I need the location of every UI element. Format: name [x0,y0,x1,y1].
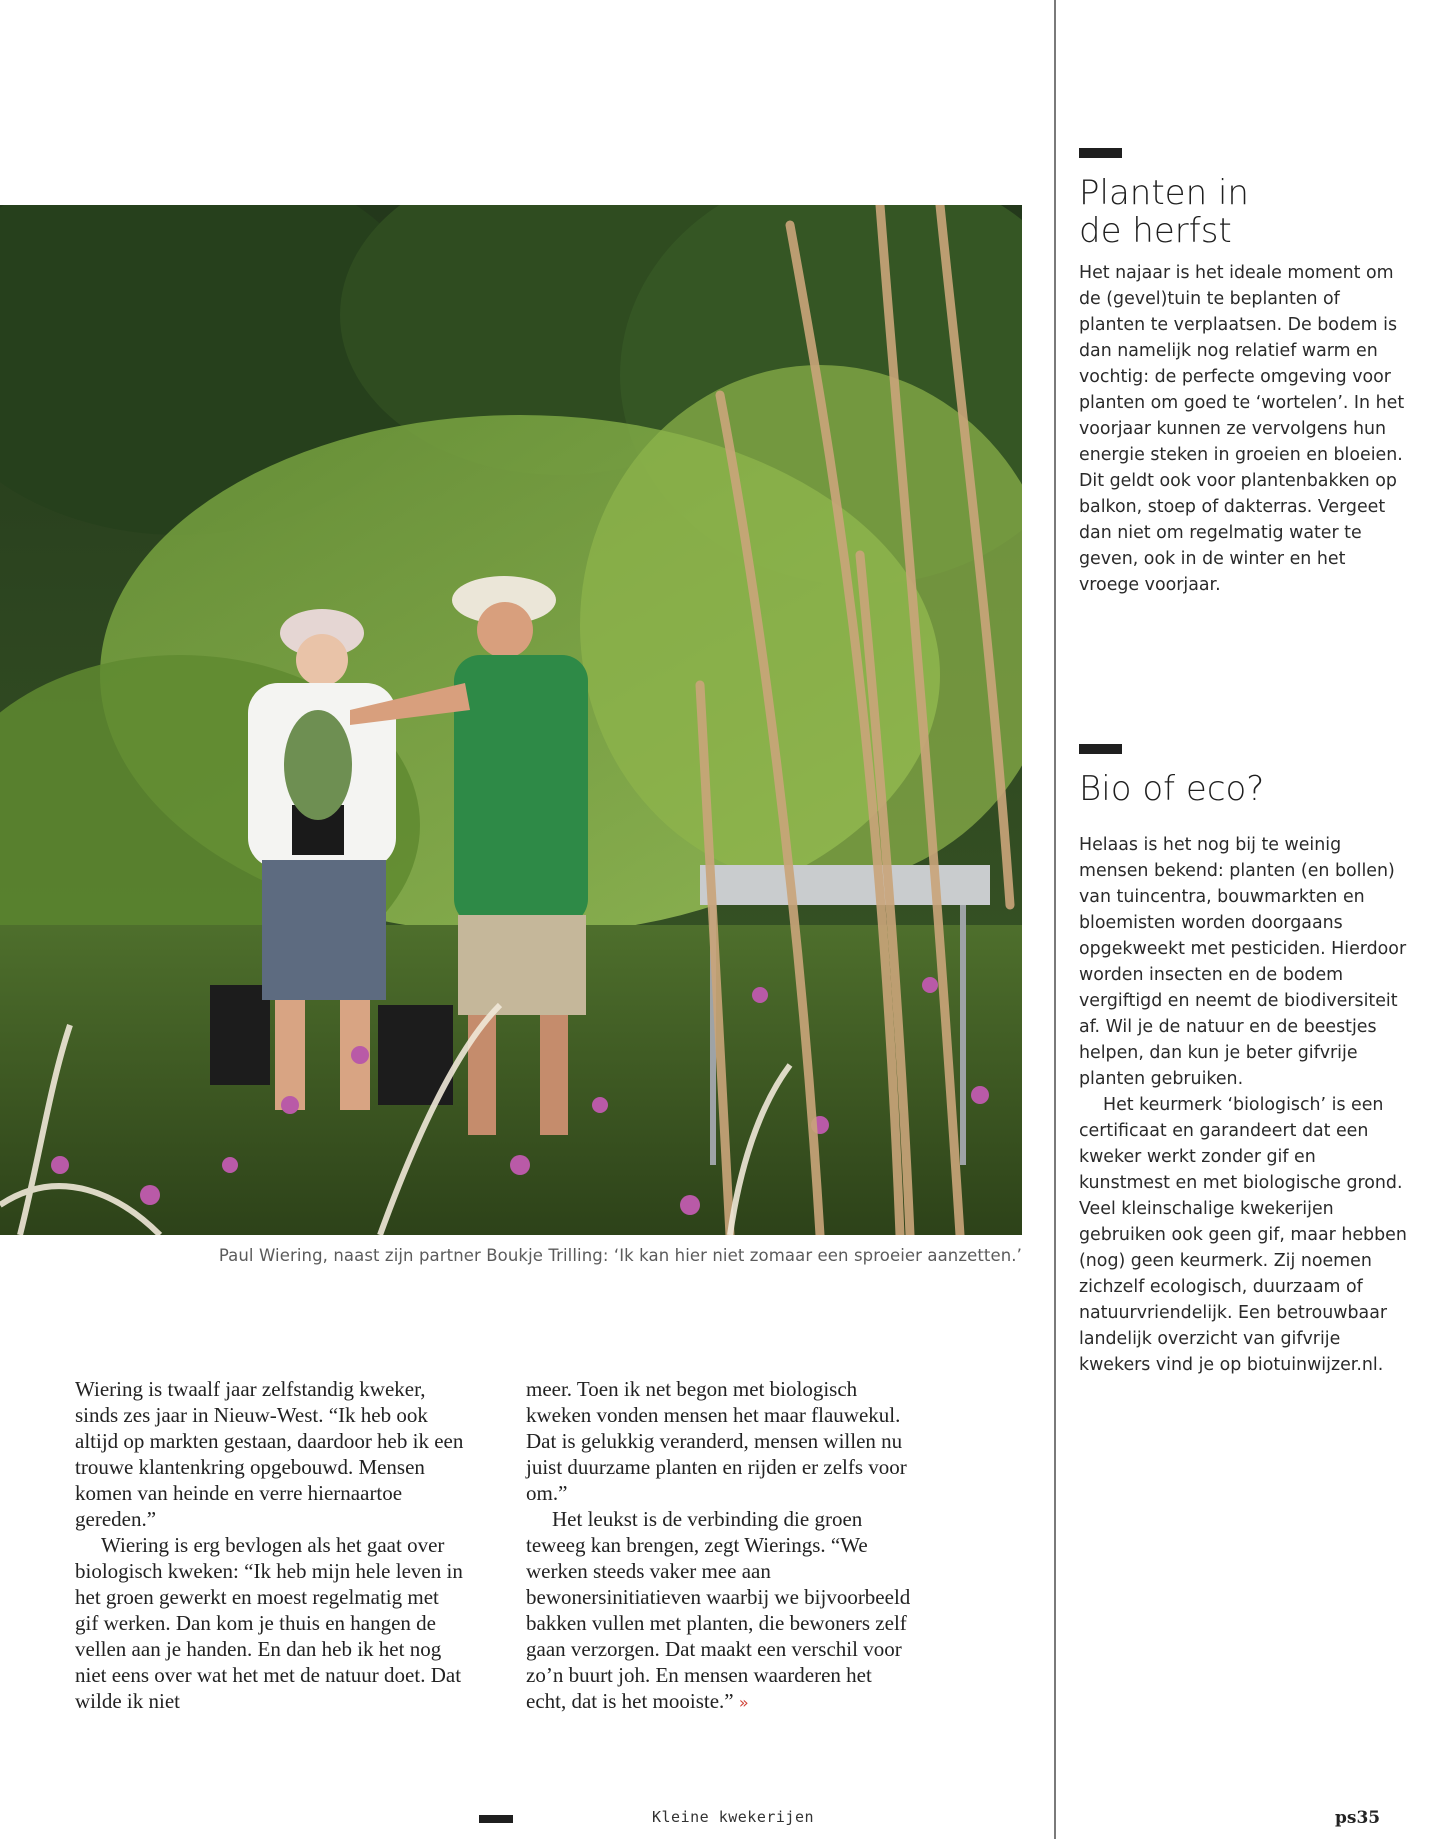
article-column-2 [526,1376,916,1716]
sidebar-bar [1079,148,1122,158]
article-paragraph: meer. Toen ik net begon met biologisch kweken vonden mensen het maar flauwekul. Dat is gelukkig veranderd, mensen willen nu juist duurzame planten en rijden er zelfs voor om.” [526,1377,907,1505]
sidebar-text: Het najaar is het ideale moment om de (gevel)tuin te beplanten of planten te verplaatsen. De bodem is dan namelijk nog relatief warm en vochtig: de perfecte omgeving voor planten om goed te ‘wortelen’. In het voorjaar kunnen ze vervolgens hun energie steken in groeien en bloeien. Dit geldt ook voor plantenbakken op balkon, stoep of dakterras. Vergeet dan niet om regelmatig water te geven, ook in de winter en het vroege voorjaar. [1079,263,1405,595]
photo-caption: Paul Wiering, naast zijn partner Boukje Trilling: ‘Ik kan hier niet zomaar een sproeier aanzetten.’ [218,1246,1022,1265]
article-paragraph [526,1506,916,1716]
footer-section-title: Kleine kwekerijen [652,1808,815,1826]
page-number: ps35 [1335,1808,1381,1828]
sidebar-text-para: Helaas is het nog bij te weinig mensen bekend: planten (en bollen) van tuincentra, bouwmarkten en bloemisten worden doorgaans opgekweekt met pesticiden. Hierdoor worden insecten en de bodem vergiftigd en neemt de biodiversiteit af. Wil je de natuur en de beestjes helpen, dan kun je beter gifvrije planten gebruiken. [1079,835,1407,1089]
article-paragraph: Wiering is twaalf jaar zelfstandig kweker, sinds zes jaar in Nieuw-West. “Ik heb ook altijd op markten gestaan, daardoor heb ik een trouwe klantenkring opgebouwd. Mensen komen van heinde en verre hiernaartoe gereden.” [75,1377,464,1531]
sidebar-box-planten-in-de-herfst [1079,148,1409,598]
footer-bar [479,1815,513,1823]
sidebar-title-line: de herfst [1079,211,1232,251]
sidebar-title [1079,174,1409,250]
sidebar-text [1079,832,1409,1378]
column-divider [1054,0,1056,1839]
sidebar-bar [1079,744,1122,754]
article-photo [0,205,1022,1235]
article-paragraph: Wiering is erg bevlogen als het gaat over biologisch kweken: “Ik heb mijn hele leven in het groen gewerkt en moest regelmatig met gif werken. Dan kom je thuis en hangen de vellen aan je handen. En dan heb ik het nog niet eens over wat het met de natuur doet. Dat wilde ik niet [75,1533,463,1713]
sidebar-box-bio-of-eco [1079,744,1409,1378]
sidebar-title-line: Planten in [1079,173,1249,213]
article-column-1 [75,1376,465,1714]
article-paragraph-text: Het leukst is de verbinding die groen teweeg kan brengen, zegt Wierings. “We werken steeds vaker mee aan bewonersinitiatieven waarbij we bijvoorbeeld bakken vullen met planten, die bewoners zelf gaan verzorgen. Dat maakt een verschil voor zo’n buurt joh. En mensen waarderen het echt, dat is het mooiste.” [526,1507,911,1713]
end-mark: » [738,1693,749,1712]
sidebar-text-para: Het keurmerk ‘biologisch’ is een certificaat en garandeert dat een kweker werkt zonder gif en kunstmest en met biologische grond. Veel kleinschalige kwekerijen gebruiken ook geen gif, maar hebben (nog) geen keurmerk. Zij noemen zichzelf ecologisch, duurzaam of natuurvriendelijk. Een betrouwbaar landelijk overzicht van gifvrije kwekers vind je op biotuinwijzer.nl. [1079,1095,1407,1375]
sidebar-title: Bio of eco? [1079,769,1265,809]
